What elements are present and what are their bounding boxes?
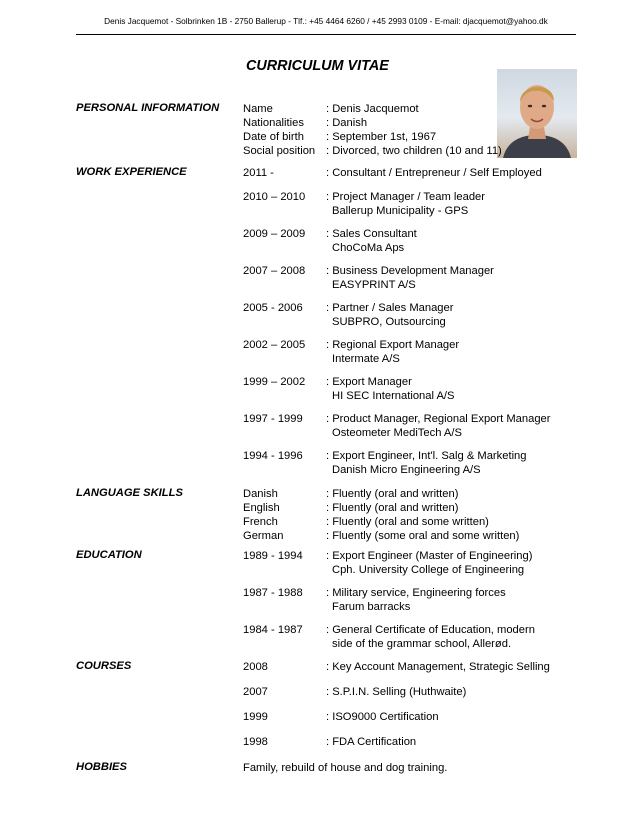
course-year: 2008 <box>243 661 268 673</box>
section-hobbies: HOBBIES <box>76 761 127 773</box>
education-institution: Farum barracks <box>332 601 411 613</box>
language-level: : Fluently (oral and some written) <box>326 516 489 528</box>
language-name: Danish <box>243 488 278 500</box>
course-name: : FDA Certification <box>326 736 417 748</box>
section-work-experience: WORK EXPERIENCE <box>76 166 187 178</box>
personal-label-social-position: Social position <box>243 145 316 157</box>
work-period: 2002 – 2005 <box>243 339 306 351</box>
course-name: : ISO9000 Certification <box>326 711 439 723</box>
personal-label-name: Name <box>243 103 273 115</box>
section-personal-information: PERSONAL INFORMATION <box>76 102 220 114</box>
work-position: : Product Manager, Regional Export Manager <box>326 413 551 425</box>
work-position: : Regional Export Manager <box>326 339 460 351</box>
work-position: : Business Development Manager <box>326 265 494 277</box>
language-level: : Fluently (some oral and some written) <box>326 530 520 542</box>
language-level: : Fluently (oral and written) <box>326 488 459 500</box>
personal-label-date-of-birth: Date of birth <box>243 131 304 143</box>
education-degree: : Military service, Engineering forces <box>326 587 506 599</box>
work-period: 2007 – 2008 <box>243 265 306 277</box>
personal-label-nationalities: Nationalities <box>243 117 304 129</box>
portrait-icon <box>497 69 577 158</box>
work-position: : Consultant / Entrepreneur / Self Employed <box>326 167 542 179</box>
work-company: Ballerup Municipality - GPS <box>332 205 469 217</box>
work-period: 1999 – 2002 <box>243 376 306 388</box>
section-education: EDUCATION <box>76 549 142 561</box>
education-institution: Cph. University College of Engineering <box>332 564 525 576</box>
work-company: HI SEC International A/S <box>332 390 455 402</box>
work-period: 1994 - 1996 <box>243 450 303 462</box>
personal-value-nationalities: : Danish <box>326 117 368 129</box>
course-year: 1998 <box>243 736 268 748</box>
education-period: 1989 - 1994 <box>243 550 303 562</box>
education-period: 1987 - 1988 <box>243 587 303 599</box>
course-name: : Key Account Management, Strategic Selling <box>326 661 550 673</box>
work-company: SUBPRO, Outsourcing <box>332 316 446 328</box>
education-institution: side of the grammar school, Allerød. <box>332 638 512 650</box>
personal-value-social-position: : Divorced, two children (10 and 11) <box>326 145 502 157</box>
course-year: 2007 <box>243 686 268 698</box>
work-position: : Sales Consultant <box>326 228 417 240</box>
work-company: EASYPRINT A/S <box>332 279 416 291</box>
work-period: 2011 - <box>243 167 274 179</box>
work-position: : Export Manager <box>326 376 412 388</box>
language-name: German <box>243 530 284 542</box>
work-company: Osteometer MediTech A/S <box>332 427 462 439</box>
language-name: English <box>243 502 280 514</box>
education-period: 1984 - 1987 <box>243 624 303 636</box>
work-period: 1997 - 1999 <box>243 413 303 425</box>
education-degree: : Export Engineer (Master of Engineering) <box>326 550 533 562</box>
course-year: 1999 <box>243 711 268 723</box>
header-divider <box>76 34 576 35</box>
course-name: : S.P.I.N. Selling (Huthwaite) <box>326 686 467 698</box>
work-position: : Project Manager / Team leader <box>326 191 485 203</box>
work-period: 2010 – 2010 <box>243 191 306 203</box>
contact-header: Denis Jacquemot - Solbrinken 1B - 2750 Ballerup - Tlf.: +45 4464 6260 / +45 2993 0109 - E-mail: djacquemot@yahoo.dk <box>104 16 548 26</box>
profile-photo <box>497 69 577 158</box>
work-company: Intermate A/S <box>332 353 400 365</box>
work-period: 2009 – 2009 <box>243 228 306 240</box>
work-company: ChoCoMa Aps <box>332 242 405 254</box>
personal-value-date-of-birth: : September 1st, 1967 <box>326 131 437 143</box>
work-company: Danish Micro Engineering A/S <box>332 464 481 476</box>
section-courses: COURSES <box>76 660 132 672</box>
personal-value-name: : Denis Jacquemot <box>326 103 419 115</box>
work-position: : Export Engineer, Int'l. Salg & Marketing <box>326 450 527 462</box>
hobbies-text: Family, rebuild of house and dog training. <box>243 762 448 774</box>
document-title: CURRICULUM VITAE <box>246 58 389 74</box>
section-language-skills: LANGUAGE SKILLS <box>76 487 183 499</box>
education-degree: : General Certificate of Education, modern <box>326 624 535 636</box>
work-period: 2005 - 2006 <box>243 302 303 314</box>
work-position: : Partner / Sales Manager <box>326 302 454 314</box>
language-name: French <box>243 516 278 528</box>
language-level: : Fluently (oral and written) <box>326 502 459 514</box>
